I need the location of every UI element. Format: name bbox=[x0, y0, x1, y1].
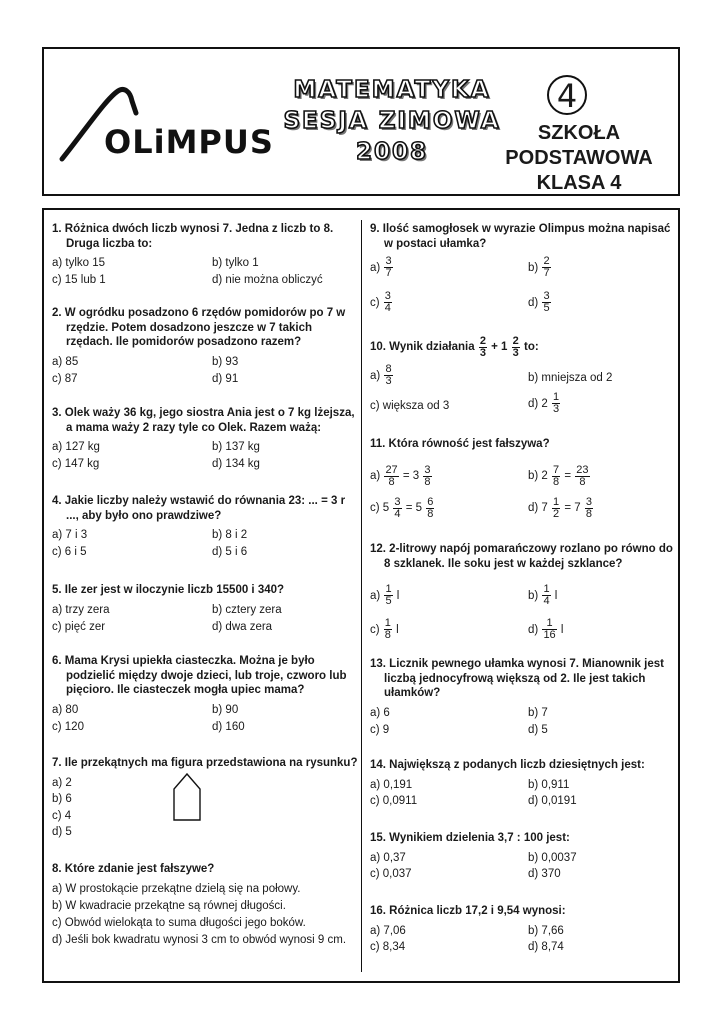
answer-a: a) 7 i 3 bbox=[52, 529, 88, 541]
answer-a: a) W prostokącie przekątne dzielą się na połowy. bbox=[52, 882, 301, 895]
fraction: $\frac{3}{4}$ bbox=[384, 290, 391, 314]
question-text: 12. 2-litrowy napój pomarańczowy rozlano po równo do 8 szklanek. Ile soku jest w każdej szklance? bbox=[370, 543, 673, 570]
answer-a: a) 7,06 bbox=[370, 924, 406, 937]
answer-c: c) 8,34 bbox=[370, 940, 406, 953]
question-2 bbox=[52, 306, 360, 385]
answer-d: d) 5 i 6 bbox=[212, 546, 248, 558]
answer-c: c) 5 $\frac{3}{4}$ = 5 $\frac{6}{8}$ bbox=[370, 495, 434, 520]
question-text: 2. W ogródku posadzono 6 rzędów pomidorów po 7 w rzędzie. Potem dosadzono jeszcze w 7 takich rzędach. Ile pomidorów posadzono razem? bbox=[52, 307, 346, 348]
answer-d: d) 160 bbox=[212, 720, 245, 733]
question-text: 6. Mama Krysi upiekła ciasteczka. Można je było podzielić między dwoje dzieci, lub troje, czworo lub pięcioro. Ile ciasteczek mogła upiec mama? bbox=[52, 655, 347, 696]
answer-d: d) 370 bbox=[528, 867, 561, 880]
answer-c: c) większa od 3 bbox=[370, 400, 450, 412]
fraction: $\frac{6}{8}$ bbox=[427, 495, 434, 520]
question-text: 3. Olek waży 36 kg, jego siostra Ania jest o 7 kg lżejsza, a mama waży 2 razy tyle co Olek. Razem ważą: bbox=[52, 407, 355, 434]
answer-c: c) 0,0911 bbox=[370, 794, 418, 807]
question-6 bbox=[52, 654, 360, 733]
question-text: 14. Największą z podanych liczb dziesiętnych jest: bbox=[370, 759, 645, 771]
question-8 bbox=[52, 862, 360, 946]
fraction: $\frac{1}{3}$ bbox=[553, 391, 560, 415]
answer-d: d) 134 kg bbox=[212, 458, 260, 470]
answer-b: b) 2 $\frac{7}{8}$ = $\frac{23}{8}$ bbox=[528, 463, 589, 488]
question-text: 9. Ilość samogłosek w wyrazie Olimpus można napisać w postaci ułamka? bbox=[370, 223, 671, 250]
fraction: $\frac{1}{4}$ bbox=[543, 583, 550, 607]
question-7 bbox=[52, 756, 360, 838]
exam-title bbox=[282, 75, 502, 168]
answer-a: a) 6 bbox=[370, 706, 390, 719]
answer-c: c) 15 lub 1 bbox=[52, 274, 106, 286]
question-1 bbox=[52, 222, 360, 288]
answer-b: b) 0,0037 bbox=[528, 851, 577, 864]
fraction: $\frac{27}{8}$ bbox=[385, 463, 398, 488]
answer-a: a) $\frac{8}{3}$ bbox=[370, 363, 392, 387]
title-line-1: MATEMATYKA bbox=[293, 77, 491, 103]
answer-d: d) 0,0191 bbox=[528, 794, 577, 807]
answer-c: c) 4 bbox=[52, 809, 72, 822]
fraction: $\frac{3}{8}$ bbox=[585, 495, 592, 520]
school-line-3: KLASA 4 bbox=[536, 172, 622, 194]
question-text: 4. Jakie liczby należy wstawić do równania 23: ... = 3 r ..., aby było ono prawdziwe? bbox=[52, 495, 346, 522]
answer-a: a) tylko 15 bbox=[52, 257, 106, 269]
answer-b: b) cztery zera bbox=[212, 603, 282, 616]
answer-a: a) trzy zera bbox=[52, 603, 110, 616]
fraction: $\frac{3}{8}$ bbox=[424, 463, 431, 488]
answer-b: b) mniejsza od 2 bbox=[528, 372, 613, 384]
question-text: 1. Różnica dwóch liczb wynosi 7. Jedna z liczb to 8. Druga liczba to: bbox=[52, 223, 334, 250]
answer-d: d) 8,74 bbox=[528, 940, 564, 953]
answer-c: c) 87 bbox=[52, 372, 78, 385]
question-text: 5. Ile zer jest w iloczynie liczb 15500 i 340? bbox=[52, 584, 285, 596]
pentagon-figure-icon bbox=[172, 772, 202, 822]
fraction: $\frac{23}{8}$ bbox=[576, 463, 589, 488]
fraction: $\frac{8}{3}$ bbox=[385, 363, 392, 387]
question-text: 15. Wynikiem dzielenia 3,7 : 100 jest: bbox=[370, 832, 570, 844]
fraction: $\frac{7}{8}$ bbox=[553, 463, 560, 488]
question-15 bbox=[370, 831, 675, 880]
fraction: $\frac{1}{2}$ bbox=[553, 495, 560, 520]
answer-a: a) $\frac{3}{7}$ bbox=[370, 255, 392, 279]
answer-d: d) dwa zera bbox=[212, 620, 273, 633]
fraction: $\frac{3}{5}$ bbox=[543, 290, 550, 314]
question-text: 11. Która równość jest fałszywa? bbox=[370, 438, 550, 450]
answer-c: c) $\frac{3}{4}$ bbox=[370, 290, 391, 314]
fraction: $\frac{3}{4}$ bbox=[394, 495, 401, 520]
fraction: $\frac{1}{16}$ bbox=[543, 617, 556, 641]
question-text: 7. Ile przekątnych ma figura przedstawiona na rysunku? bbox=[52, 757, 358, 769]
school-level bbox=[484, 121, 674, 196]
answer-a: a) $\frac{1}{5}$ l bbox=[370, 583, 400, 607]
header-box bbox=[42, 47, 680, 196]
question-text: 10. Wynik działania $\frac{2}{3}$ + 1 $\frac{2}{3}$ to: bbox=[370, 335, 539, 359]
answer-b: b) 6 bbox=[52, 792, 72, 805]
answer-c: c) pięć zer bbox=[52, 620, 106, 633]
answer-d: d) nie można obliczyć bbox=[212, 274, 323, 286]
grade-circle: 4 bbox=[547, 75, 587, 115]
answer-b: b) tylko 1 bbox=[212, 257, 259, 269]
column-divider bbox=[361, 220, 362, 972]
answer-b: b) 7,66 bbox=[528, 924, 564, 937]
question-4 bbox=[52, 494, 360, 558]
question-text: 13. Licznik pewnego ułamka wynosi 7. Mianownik jest liczbą jednocyfrową większą od 2. Ile jest takich ułamków? bbox=[370, 658, 664, 699]
answer-c: c) 6 i 5 bbox=[52, 546, 87, 558]
answer-c: c) $\frac{1}{8}$ l bbox=[370, 617, 399, 641]
fraction: $\frac{2}{3}$ bbox=[512, 335, 519, 359]
fraction: $\frac{3}{7}$ bbox=[385, 255, 392, 279]
question-3 bbox=[52, 406, 360, 470]
answer-b: b) 7 bbox=[528, 706, 548, 719]
question-9 bbox=[370, 222, 675, 314]
title-line-2: SESJA ZIMOWA bbox=[283, 108, 501, 134]
answer-a: a) 0,37 bbox=[370, 851, 406, 864]
answer-b: b) 0,911 bbox=[528, 778, 570, 791]
answer-c: c) 9 bbox=[370, 723, 390, 736]
answer-b: b) 90 bbox=[212, 703, 239, 716]
question-11 bbox=[370, 437, 675, 520]
logo-text: OLiMPUS bbox=[104, 123, 274, 161]
answer-c: c) 147 kg bbox=[52, 458, 100, 470]
answer-d: d) 5 bbox=[528, 723, 548, 736]
question-16 bbox=[370, 904, 675, 953]
answer-b: b) 8 i 2 bbox=[212, 529, 248, 541]
answer-d: d) Jeśli bok kwadratu wynosi 3 cm to obwód wynosi 9 cm. bbox=[52, 933, 347, 946]
answer-a: a) 2 bbox=[52, 776, 72, 789]
question-text: 8. Które zdanie jest fałszywe? bbox=[52, 863, 215, 875]
answer-a: a) 127 kg bbox=[52, 441, 100, 453]
school-line-1: SZKOŁA bbox=[537, 122, 621, 144]
fraction: $\frac{1}{5}$ bbox=[385, 583, 392, 607]
answer-d: d) 7 $\frac{1}{2}$ = 7 $\frac{3}{8}$ bbox=[528, 495, 592, 520]
fraction: $\frac{2}{3}$ bbox=[479, 335, 486, 359]
answer-c: c) 120 bbox=[52, 720, 84, 733]
question-13 bbox=[370, 657, 675, 736]
answer-b: b) 93 bbox=[212, 355, 239, 368]
answer-d: d) $\frac{1}{16}$ l bbox=[528, 617, 564, 641]
answer-d: d) 5 bbox=[52, 825, 72, 838]
answer-d: d) 91 bbox=[212, 372, 239, 385]
answer-b: b) W kwadracie przekątne są równej długości. bbox=[52, 899, 286, 912]
question-text: 16. Różnica liczb 17,2 i 9,54 wynosi: bbox=[370, 905, 566, 917]
school-line-2: PODSTAWOWA bbox=[505, 147, 653, 169]
answer-b: b) $\frac{2}{7}$ bbox=[528, 255, 550, 279]
answer-d: d) 2 $\frac{1}{3}$ bbox=[528, 391, 560, 415]
answer-a: a) 0,191 bbox=[370, 778, 413, 791]
answer-a: a) 80 bbox=[52, 703, 79, 716]
fraction: $\frac{2}{7}$ bbox=[543, 255, 550, 279]
answer-a: a) $\frac{27}{8}$ = 3 $\frac{3}{8}$ bbox=[370, 463, 431, 488]
title-line-3: 2008 bbox=[355, 139, 428, 165]
answer-c: c) 0,037 bbox=[370, 867, 412, 880]
fraction: $\frac{1}{8}$ bbox=[384, 617, 391, 641]
answer-b: b) 137 kg bbox=[212, 441, 260, 453]
question-12 bbox=[370, 542, 675, 641]
question-5 bbox=[52, 583, 360, 633]
answer-a: a) 85 bbox=[52, 355, 79, 368]
answer-b: b) $\frac{1}{4}$ l bbox=[528, 583, 558, 607]
answer-c: c) Obwód wielokąta to suma długości jego boków. bbox=[52, 916, 306, 929]
question-14 bbox=[370, 758, 675, 807]
answer-d: d) $\frac{3}{5}$ bbox=[528, 290, 550, 314]
olimpus-logo bbox=[56, 79, 276, 189]
question-10 bbox=[370, 335, 675, 415]
